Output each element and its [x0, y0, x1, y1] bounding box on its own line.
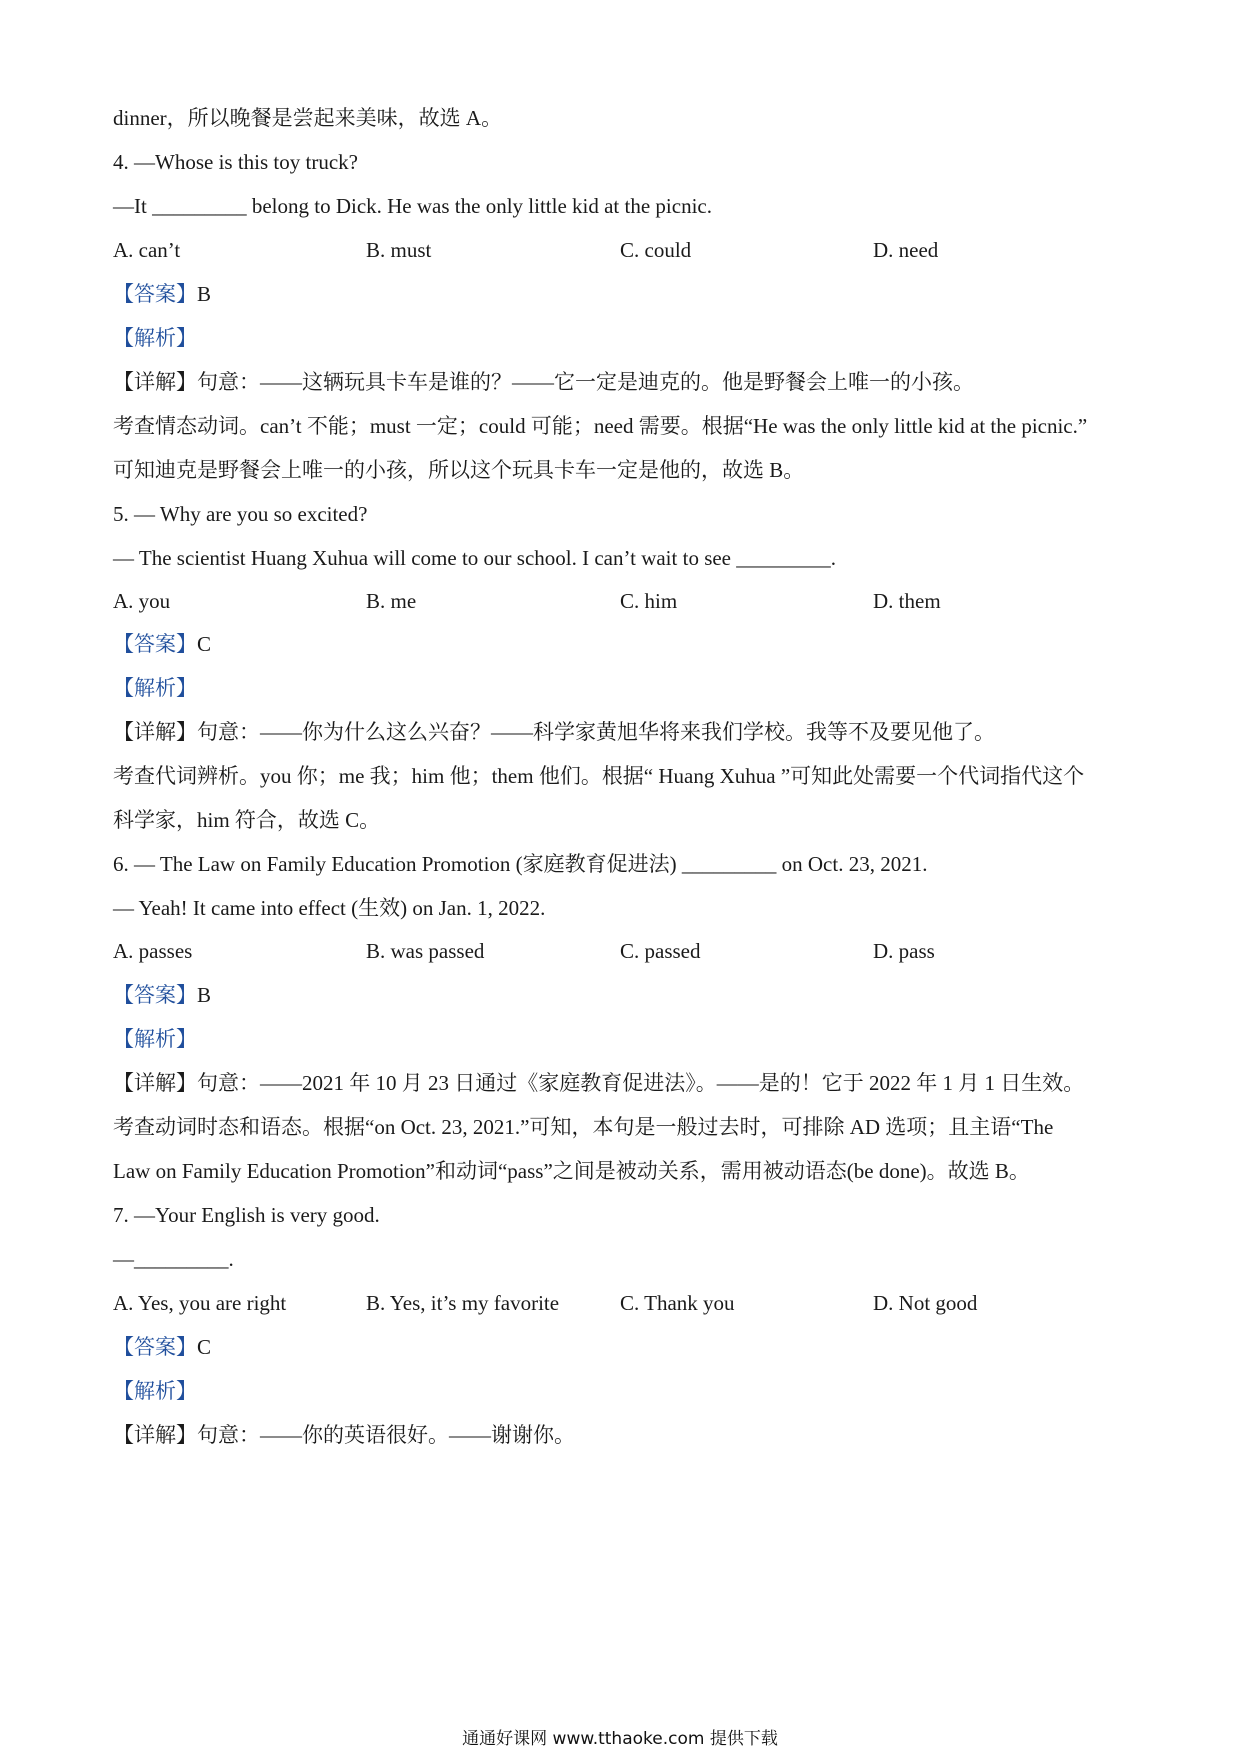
explanation-line: 考查情态动词。can’t 不能；must 一定；could 可能；need 需要。根据“He was the only little kid at the picnic.”: [113, 414, 1088, 438]
question-5-reply: — The scientist Huang Xuhua will come to our school. I can’t wait to see _________.: [113, 546, 837, 570]
option-d: D. need: [873, 238, 939, 262]
question-7-stem: 7. —Your English is very good.: [113, 1203, 380, 1227]
explanation-line: 可知迪克是野餐会上唯一的小孩，所以这个玩具卡车一定是他的，故选 B。: [113, 458, 805, 482]
detail-line: 【详解】句意：——这辆玩具卡车是谁的？——它一定是迪克的。他是野餐会上唯一的小孩。: [113, 370, 974, 394]
question-4-options: [113, 236, 1133, 264]
option-c: C. him: [620, 589, 678, 613]
answer-label: 【答案】: [113, 632, 197, 656]
page-footer: 通通好课网 www.tthaoke.com 提供下载: [462, 1729, 778, 1749]
answer-value: B: [197, 282, 212, 306]
option-c: C. Thank you: [620, 1291, 735, 1315]
answer-value: C: [197, 632, 212, 656]
option-a: A. you: [113, 589, 171, 613]
analysis-label: 【解析】: [113, 1027, 197, 1051]
option-b: B. must: [366, 238, 432, 262]
analysis-label: 【解析】: [113, 676, 197, 700]
detail-line: 【详解】句意：——你的英语很好。——谢谢你。: [113, 1423, 575, 1447]
answer-line: [113, 981, 1133, 1009]
explanation-line: Law on Family Education Promotion”和动词“pass”之间是被动关系，需用被动语态(be done)。故选 B。: [113, 1159, 1030, 1183]
question-5-stem: 5. — Why are you so excited?: [113, 502, 368, 526]
question-7-reply: —_________.: [113, 1247, 234, 1271]
option-c: C. passed: [620, 939, 701, 963]
analysis-label: 【解析】: [113, 1379, 197, 1403]
detail-line: 【详解】句意：——你为什么这么兴奋？——科学家黄旭华将来我们学校。我等不及要见他了。: [113, 720, 995, 744]
option-a: A. can’t: [113, 238, 181, 262]
analysis-label: 【解析】: [113, 326, 197, 350]
question-4-stem: 4. —Whose is this toy truck?: [113, 150, 358, 174]
explanation-line: 考查代词辨析。you 你；me 我；him 他；them 他们。根据“ Huang Xuhua ”可知此处需要一个代词指代这个: [113, 764, 1085, 788]
question-6-options: [113, 937, 1133, 965]
answer-label: 【答案】: [113, 282, 197, 306]
question-6-reply: — Yeah! It came into effect (生效) on Jan. 1, 2022.: [113, 896, 546, 920]
answer-line: [113, 630, 1133, 658]
answer-label: 【答案】: [113, 1335, 197, 1359]
option-b: B. was passed: [366, 939, 485, 963]
answer-line: [113, 1333, 1133, 1361]
explanation-line: 科学家，him 符合，故选 C。: [113, 808, 381, 832]
text-line: dinner，所以晚餐是尝起来美味，故选 A。: [113, 106, 503, 130]
option-d: D. Not good: [873, 1291, 978, 1315]
explanation-line: 考查动词时态和语态。根据“on Oct. 23, 2021.”可知，本句是一般过去时，可排除 AD 选项；且主语“The: [113, 1115, 1054, 1139]
option-a: A. Yes, you are right: [113, 1291, 287, 1315]
answer-label: 【答案】: [113, 983, 197, 1007]
detail-line: 【详解】句意：——2021 年 10 月 23 日通过《家庭教育促进法》。——是的！它于 2022 年 1 月 1 日生效。: [113, 1071, 1085, 1095]
question-7-options: [113, 1289, 1133, 1317]
option-d: D. them: [873, 589, 941, 613]
option-b: B. Yes, it’s my favorite: [366, 1291, 560, 1315]
option-b: B. me: [366, 589, 417, 613]
answer-line: [113, 280, 1133, 308]
option-d: D. pass: [873, 939, 935, 963]
question-5-options: [113, 587, 1133, 615]
option-a: A. passes: [113, 939, 193, 963]
answer-value: C: [197, 1335, 212, 1359]
answer-value: B: [197, 983, 212, 1007]
question-6-stem: 6. — The Law on Family Education Promotion (家庭教育促进法) _________ on Oct. 23, 2021.: [113, 852, 928, 876]
option-c: C. could: [620, 238, 692, 262]
question-4-reply: —It _________ belong to Dick. He was the only little kid at the picnic.: [113, 194, 712, 218]
